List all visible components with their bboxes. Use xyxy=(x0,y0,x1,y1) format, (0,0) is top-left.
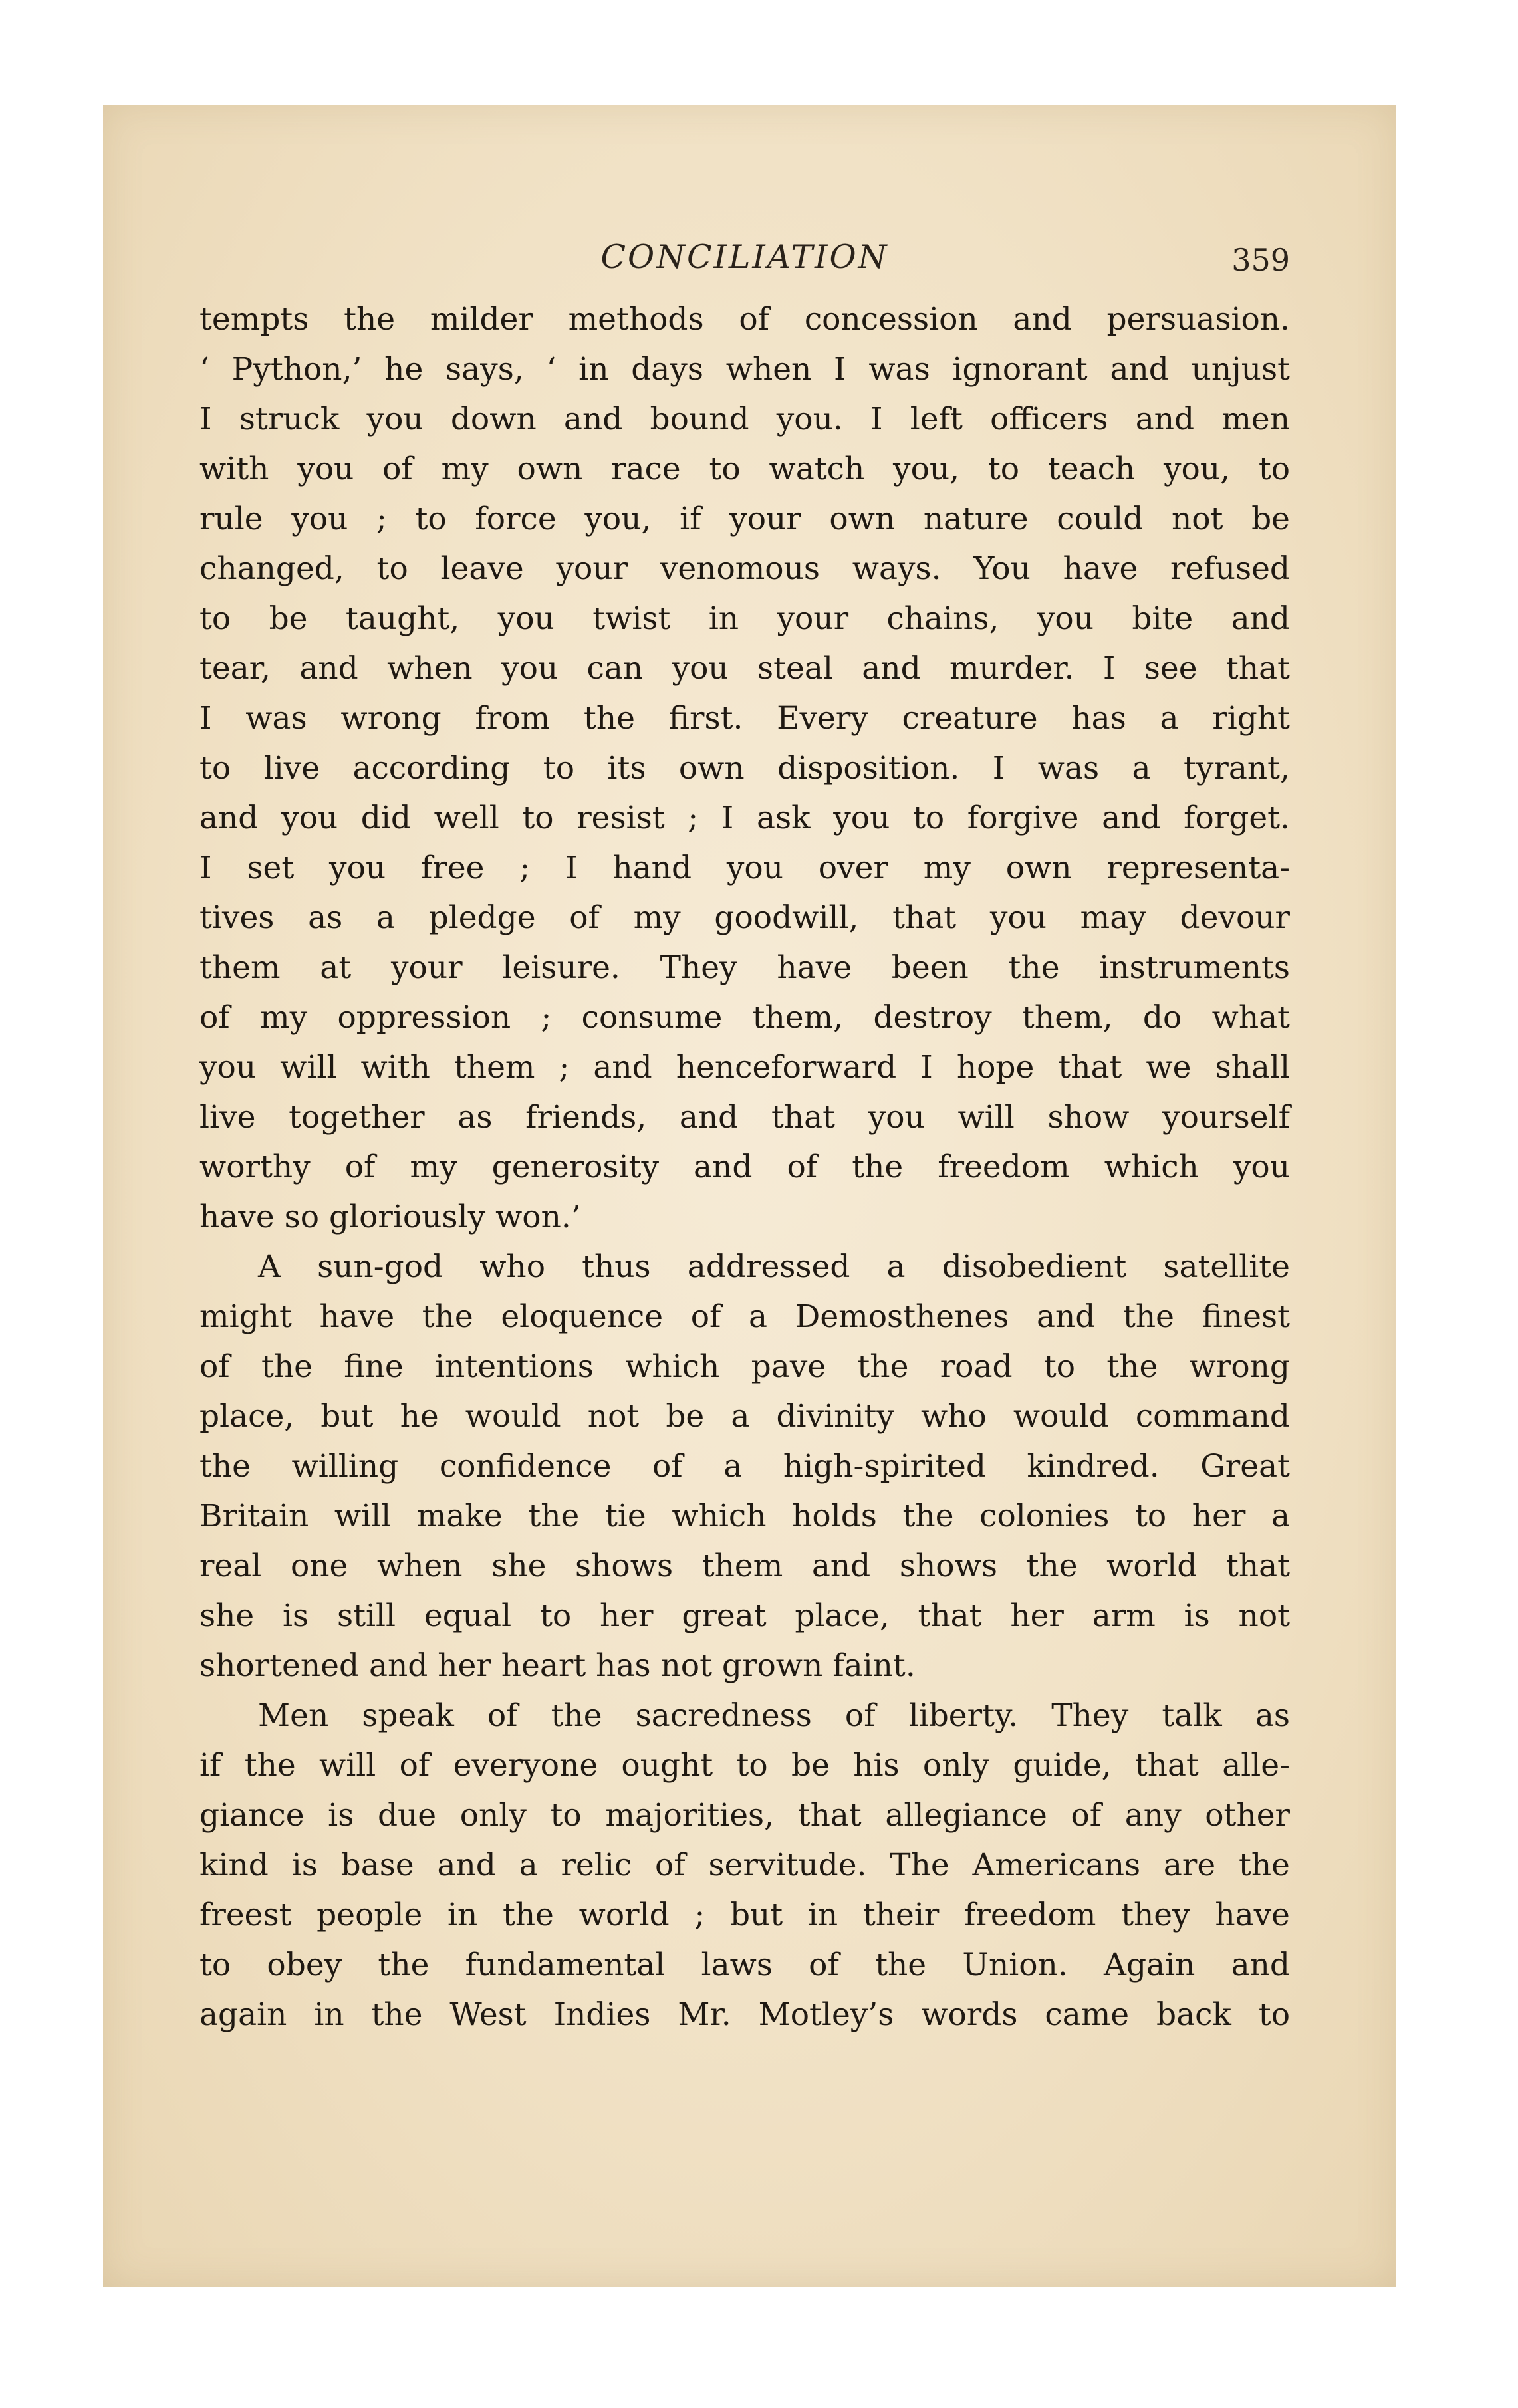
text-line: have so gloriously won.’ xyxy=(199,1199,581,1235)
text-line: live together as friends, and that you will show yourself xyxy=(199,1099,1290,1136)
text-line: tear, and when you can you steal and murder. I see that xyxy=(199,650,1290,687)
text-line: rule you ; to force you, if your own nature could not be xyxy=(199,501,1290,537)
page-number: 359 xyxy=(1231,242,1290,278)
running-title: CONCILIATION xyxy=(600,238,889,276)
text-line: she is still equal to her great place, that her arm is not xyxy=(199,1598,1290,1634)
text-line: to be taught, you twist in your chains, you bite and xyxy=(199,600,1290,637)
text-line: the willing confidence of a high-spirited kindred. Great xyxy=(199,1448,1290,1485)
text-line: again in the West Indies Mr. Motley’s words came back to xyxy=(199,1996,1290,2033)
text-line: A sun-god who thus addressed a disobedient satellite xyxy=(258,1249,1290,1285)
text-line: worthy of my generosity and of the freedom which you xyxy=(199,1149,1290,1185)
body-text xyxy=(199,295,1290,2040)
text-line: I was wrong from the first. Every creature has a right xyxy=(199,700,1290,737)
text-line: place, but he would not be a divinity who would command xyxy=(199,1398,1290,1435)
text-line: Men speak of the sacredness of liberty. They talk as xyxy=(258,1697,1290,1734)
text-line: you will with them ; and henceforward I hope that we shall xyxy=(199,1049,1290,1086)
text-line: giance is due only to majorities, that allegiance of any other xyxy=(199,1797,1290,1834)
text-line: tives as a pledge of my goodwill, that you may devour xyxy=(199,900,1290,936)
text-line: them at your leisure. They have been the instruments xyxy=(199,949,1290,986)
text-line: of my oppression ; consume them, destroy them, do what xyxy=(199,999,1290,1036)
text-line: to obey the fundamental laws of the Union. Again and xyxy=(199,1947,1290,1983)
text-line: real one when she shows them and shows the world that xyxy=(199,1548,1290,1584)
text-line: I struck you down and bound you. I left officers and men xyxy=(199,401,1290,437)
text-line: if the will of everyone ought to be his only guide, that alle- xyxy=(199,1747,1290,1784)
text-line: I set you free ; I hand you over my own representa- xyxy=(199,850,1290,886)
text-line: with you of my own race to watch you, to teach you, to xyxy=(199,451,1290,487)
text-line: freest people in the world ; but in their freedom they have xyxy=(199,1897,1290,1933)
page-header xyxy=(199,238,1290,285)
text-line: shortened and her heart has not grown faint. xyxy=(199,1647,916,1684)
text-line: and you did well to resist ; I ask you to forgive and forget. xyxy=(199,800,1290,836)
text-line: changed, to leave your venomous ways. You have refused xyxy=(199,550,1290,587)
text-line: might have the eloquence of a Demosthenes and the finest xyxy=(199,1298,1290,1335)
text-line: Britain will make the tie which holds the colonies to her a xyxy=(199,1498,1290,1534)
text-line: tempts the milder methods of concession and persuasion. xyxy=(199,301,1290,338)
text-line: of the fine intentions which pave the road to the wrong xyxy=(199,1348,1290,1385)
book-page xyxy=(103,105,1396,2287)
text-line: to live according to its own disposition. I was a tyrant, xyxy=(199,750,1290,786)
text-line: kind is base and a relic of servitude. The Americans are the xyxy=(199,1847,1290,1883)
text-line: ‘ Python,’ he says, ‘ in days when I was ignorant and unjust xyxy=(199,351,1290,388)
